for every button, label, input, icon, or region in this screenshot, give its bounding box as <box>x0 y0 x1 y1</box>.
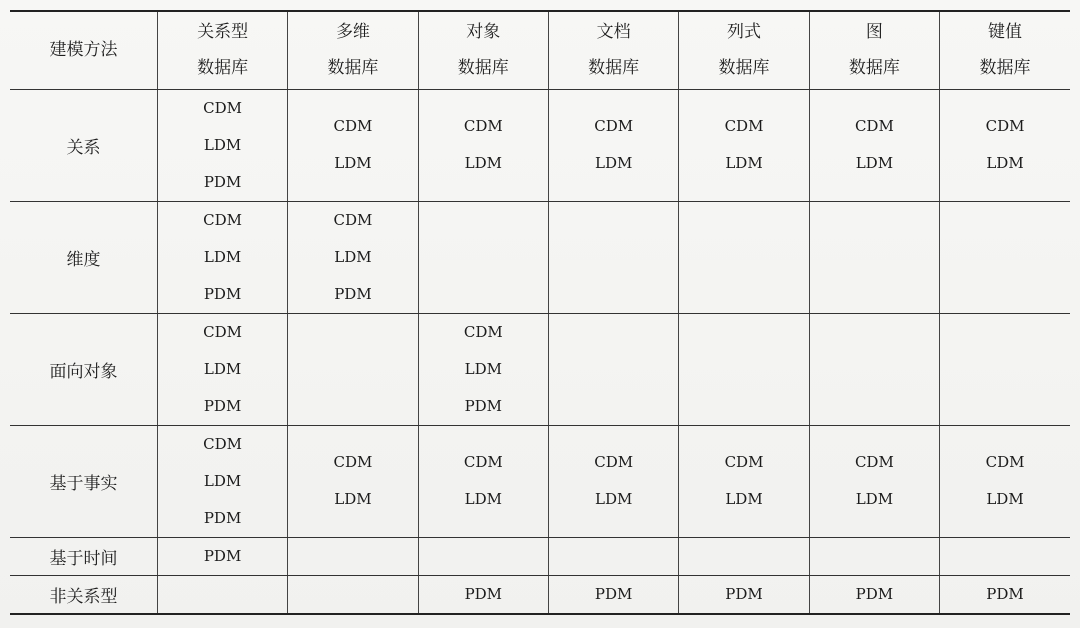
row-method-label: 关系 <box>10 89 157 201</box>
model-level-label: LDM <box>203 471 242 490</box>
model-level-label: LDM <box>334 247 372 266</box>
table-cell <box>157 425 287 537</box>
table-cell <box>809 313 939 425</box>
table-cell <box>288 425 418 537</box>
table-cell <box>288 201 418 313</box>
table-cell <box>157 575 287 614</box>
table-cell <box>288 313 418 425</box>
model-level-label: CDM <box>724 117 764 135</box>
header-object-db: 对象 数据库 <box>418 11 548 89</box>
model-level-label: PDM <box>464 396 503 415</box>
model-level-label: CDM <box>333 453 373 471</box>
model-level-label: PDM <box>594 584 633 603</box>
table-cell <box>418 575 548 614</box>
table-cell <box>418 201 548 313</box>
table-cell <box>940 537 1070 575</box>
table-cell <box>809 201 939 313</box>
model-level-label: CDM <box>203 434 243 453</box>
model-level-label: CDM <box>203 98 243 117</box>
header-key-value-db: 键值 数据库 <box>940 11 1070 89</box>
model-level-label: LDM <box>725 490 763 508</box>
table-cell <box>940 201 1070 313</box>
table-cell <box>418 89 548 201</box>
model-level-label: CDM <box>203 210 243 229</box>
model-level-label: LDM <box>203 247 242 266</box>
model-level-label: PDM <box>725 584 763 603</box>
table-cell <box>809 425 939 537</box>
table-cell <box>157 89 287 201</box>
model-level-label: CDM <box>985 117 1025 135</box>
table-cell <box>288 89 418 201</box>
row-method-label: 面向对象 <box>10 313 157 425</box>
model-level-label: CDM <box>854 117 894 135</box>
model-level-label: PDM <box>855 584 894 603</box>
model-level-label: CDM <box>333 210 373 229</box>
table-cell <box>940 425 1070 537</box>
model-level-label: LDM <box>464 359 502 378</box>
row-method-label: 基于时间 <box>10 537 157 575</box>
table-cell <box>157 537 287 575</box>
table-cell <box>418 537 548 575</box>
table-cell <box>548 201 678 313</box>
table-cell <box>548 425 678 537</box>
table-cell <box>157 201 287 313</box>
model-level-label: CDM <box>594 117 634 135</box>
header-relational-db: 关系型 数据库 <box>157 11 287 89</box>
header-row <box>10 11 1070 89</box>
model-level-label: LDM <box>855 490 894 508</box>
model-level-label: LDM <box>203 359 242 378</box>
table-cell <box>679 313 809 425</box>
table-cell <box>809 537 939 575</box>
model-level-label: CDM <box>854 453 894 471</box>
table-row-object-oriented <box>10 313 1070 425</box>
table-cell <box>288 575 418 614</box>
table-cell <box>809 575 939 614</box>
header-columnar-db: 列式 数据库 <box>679 11 809 89</box>
model-level-label: CDM <box>463 117 503 135</box>
model-level-label: CDM <box>724 453 764 471</box>
model-level-label: LDM <box>594 154 633 172</box>
table-row-fact-based <box>10 425 1070 537</box>
table-cell <box>940 575 1070 614</box>
model-level-label: CDM <box>594 453 634 471</box>
model-level-label: PDM <box>334 284 372 303</box>
model-level-label: LDM <box>594 490 633 508</box>
table-cell <box>679 425 809 537</box>
model-level-label: PDM <box>464 584 503 603</box>
header-method: 建模方法 <box>10 11 157 89</box>
model-level-label: CDM <box>985 453 1025 471</box>
model-level-label: LDM <box>986 490 1024 508</box>
row-method-label: 非关系型 <box>10 575 157 614</box>
model-level-label: PDM <box>203 284 242 303</box>
modeling-methods-table <box>10 10 1070 615</box>
table-row-relational <box>10 89 1070 201</box>
model-level-label: LDM <box>334 490 372 508</box>
table-row-dimensional <box>10 201 1070 313</box>
table-cell <box>418 313 548 425</box>
model-level-label: LDM <box>464 154 502 172</box>
table-cell <box>940 89 1070 201</box>
table-cell <box>548 89 678 201</box>
model-level-label: PDM <box>986 584 1024 603</box>
row-method-label: 基于事实 <box>10 425 157 537</box>
model-level-label: PDM <box>203 508 242 527</box>
table-row-non-relational <box>10 575 1070 614</box>
table-cell <box>809 89 939 201</box>
table-cell <box>548 313 678 425</box>
model-level-label: PDM <box>203 396 242 415</box>
table-cell <box>418 425 548 537</box>
model-level-label: LDM <box>725 154 763 172</box>
model-level-label: PDM <box>203 172 242 191</box>
model-level-label: CDM <box>463 453 503 471</box>
model-level-label: CDM <box>203 322 243 341</box>
table-cell <box>679 201 809 313</box>
table-row-time-based <box>10 537 1070 575</box>
model-level-label: LDM <box>334 154 372 172</box>
table-cell <box>548 575 678 614</box>
table-cell <box>940 313 1070 425</box>
model-level-label: PDM <box>203 546 242 565</box>
table-cell <box>679 89 809 201</box>
model-level-label: LDM <box>855 154 894 172</box>
table-cell <box>679 575 809 614</box>
row-method-label: 维度 <box>10 201 157 313</box>
header-document-db: 文档 数据库 <box>548 11 678 89</box>
model-level-label: LDM <box>464 490 502 508</box>
model-level-label: LDM <box>203 135 242 154</box>
table-cell <box>679 537 809 575</box>
table-cell <box>157 313 287 425</box>
table-cell <box>288 537 418 575</box>
header-graph-db: 图 数据库 <box>809 11 939 89</box>
header-multidimensional-db: 多维 数据库 <box>288 11 418 89</box>
model-level-label: LDM <box>986 154 1024 172</box>
model-level-label: CDM <box>333 117 373 135</box>
model-level-label: CDM <box>463 322 503 341</box>
table-cell <box>548 537 678 575</box>
